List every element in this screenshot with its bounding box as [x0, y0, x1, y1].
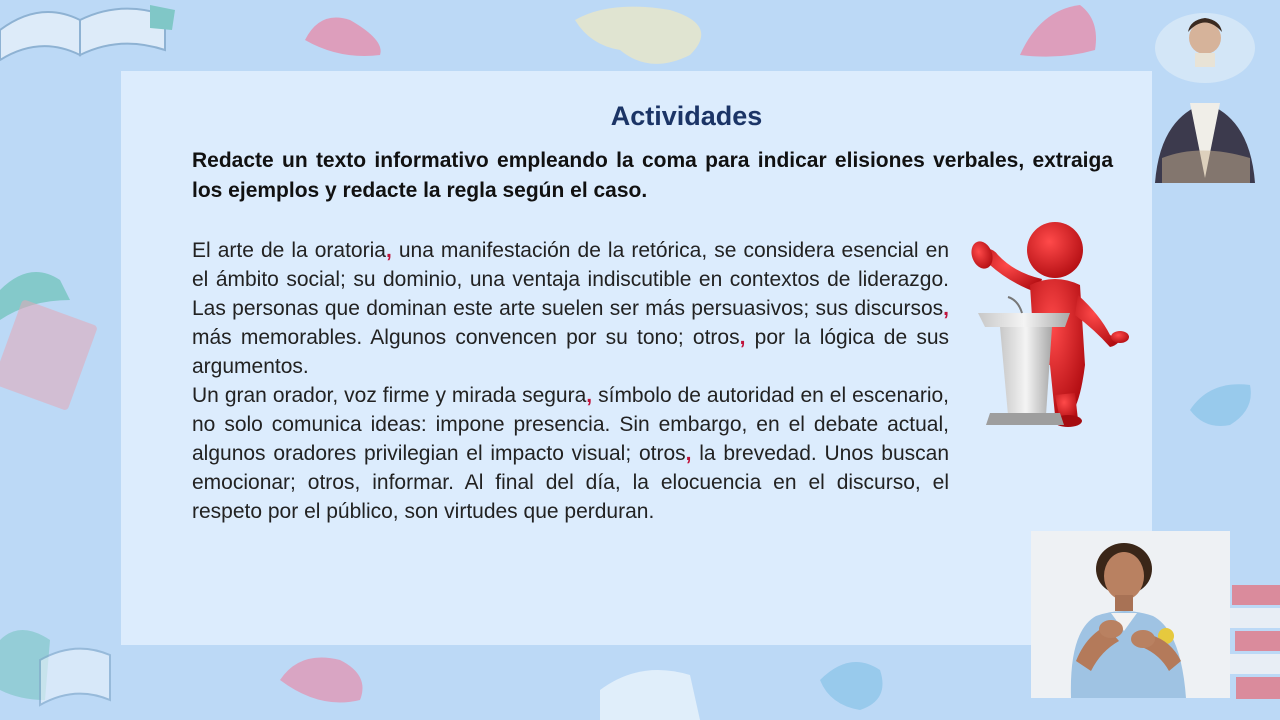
interpreter-figure [1031, 531, 1230, 698]
activity-instruction: Redacte un texto informativo empleando la coma para indicar elisiones verbales, extraiga los ejemplos y redacte la regla según el caso. [192, 149, 1113, 202]
orator-podium-image [960, 215, 1135, 430]
book-icon [0, 5, 175, 60]
text-segment: por la lógica de sus argumentos. [192, 326, 949, 378]
highlighted-comma: , [739, 326, 746, 349]
highlighted-comma: , [685, 442, 692, 465]
paragraph-1 [192, 236, 949, 381]
informative-text [192, 236, 949, 526]
portrait-image [1150, 8, 1260, 183]
highlighted-comma: , [385, 239, 392, 262]
sign-language-interpreter-video [1031, 531, 1230, 698]
paragraph-2 [192, 381, 949, 526]
text-segment: El arte de la oratoria [192, 239, 386, 262]
highlighted-comma: , [586, 384, 593, 407]
text-segment: la brevedad. Unos buscan emocionar; otros, informar. Al final del día, la elocuencia en el discurso, el respeto por el público, son virtudes que perduran. [192, 442, 950, 523]
page-title: Actividades [610, 101, 763, 131]
text-segment: símbolo de autoridad en el escenario, no solo comunica ideas: impone presencia. Sin embargo, en el debate actual, algunos oradores privilegian el impacto visual; otros [192, 384, 950, 465]
text-segment: más memorables. Algunos convencen por su tono; otros [192, 326, 740, 349]
text-segment: una manifestación de la retórica, se considera esencial en el ámbito social; su dominio, una ventaja indiscutible en contextos de liderazgo. Las personas que dominan este arte suelen ser más persuasivos; sus discursos [192, 239, 949, 320]
text-segment: Un gran orador, voz firme y mirada segura [192, 384, 587, 407]
highlighted-comma: , [943, 297, 949, 320]
